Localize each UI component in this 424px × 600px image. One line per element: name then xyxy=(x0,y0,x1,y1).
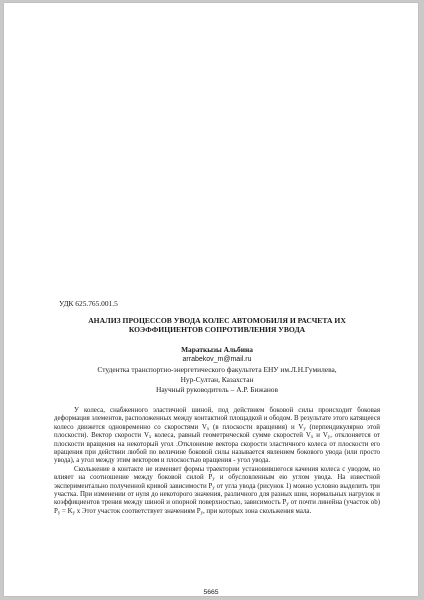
article-body xyxy=(54,407,380,516)
author-name: Мараткызы Альбина xyxy=(181,345,253,354)
page-number: 5665 xyxy=(203,589,219,596)
author-block xyxy=(54,345,380,395)
title-line-1: АНАЛИЗ ПРОЦЕССОВ УВОДА КОЛЕС АВТОМОБИЛЯ И РАСЧЕТА ИХ xyxy=(88,316,346,325)
document-page xyxy=(4,3,418,596)
udk-code: УДК 625.765.001.5 xyxy=(59,299,118,308)
author-email: arrabekov_m@mail.ru xyxy=(182,356,252,363)
title-line-2: КОЭФФИЦИЕНТОВ СОПРОТИВЛЕНИЯ УВОДА xyxy=(128,325,306,334)
supervisor: Научный руководитель – А.Р. Бижанов xyxy=(156,385,278,394)
paragraph-2: Скольжение в контакте не изменяет формы траектории установившегося качения колеса с уводом, но влияет на соотношение между боковой силой $P_y$ и обусловленным ею углом увода. На известной экспериментально полученной кривой зависимости $P_y$ от угла увода (рисунок 1) можно условно выделить три участка. При изменении от нуля до некоторого значения, различного для разных шин, нормальных нагрузок и коэффициентов трения между шиной и опорной поверхностью, зависимость $P_y$ от почти линейна (участок ob) $P_y = K_y$ x Этот участок соответствует значениям $P_y$, при которых зона скольжения мала. xyxy=(54,465,380,516)
author-affiliation: Студентка транспортно-энергетического факультета ЕНУ им.Л.Н.Гумилева, xyxy=(97,365,337,374)
author-city: Нур-Султан, Казахстан xyxy=(180,375,254,384)
article-title xyxy=(74,316,360,334)
paragraph-1: У колеса, снабженного эластичной шиной, под действием боковой силы происходит боковая деформация элементов, расположенных между контактной площадкой и ободом. В результате этого катящееся колесо движется одновременно со скоростями $V_x$ (в плоскости вращения) и $V_y$ (перпендикулярно этой плоскости). Вектор скорости $V_x$ колеса, равный геометрической сумме скоростей $V_x$ и $V_y$, отклоняется от плоскости вращения на некоторый угол .Отклонение вектора скорости эластичного колеса от плоскости его вращения при действии любой по величине боковой силы называется явлением бокового увода (или просто увода), а угол между этим вектором и плоскостью вращения - угол увода. xyxy=(54,407,381,465)
